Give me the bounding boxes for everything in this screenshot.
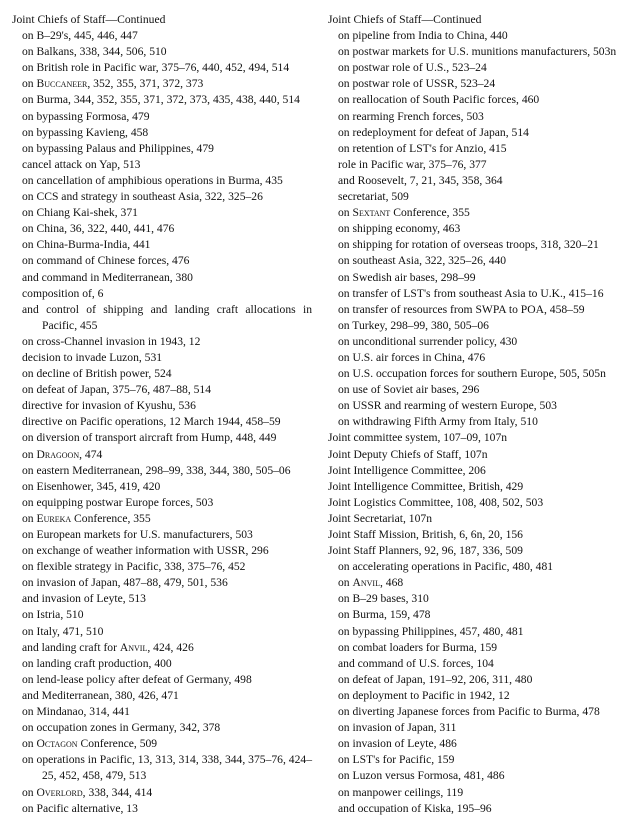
index-subentry: on invasion of Leyte, 486 <box>338 737 457 751</box>
index-subentry: on shipping for rotation of overseas troops, 318, 320–21 <box>338 238 599 252</box>
index-subentry: on bypassing Formosa, 479 <box>22 109 150 123</box>
index-subentry: on transfer of resources from SWPA to POA, 458–59 <box>338 302 585 316</box>
index-heading-entry: Joint Chiefs of Staff—Continued <box>12 13 166 26</box>
index-subentry: on diversion of transport aircraft from Hump, 448, 449 <box>22 431 277 445</box>
index-subentry: on postwar role of USSR, 523–24 <box>338 77 496 91</box>
index-subentry: on accelerating operations in Pacific, 480, 481 <box>338 560 554 574</box>
index-subentry: on eastern Mediterranean, 298–99, 338, 344, 380, 505–06 <box>22 463 291 477</box>
index-subentry: and occupation of Kiska, 195–96 <box>338 801 492 815</box>
index-subentry: on cancellation of amphibious operations in Burma, 435 <box>22 173 283 187</box>
index-subentry: on deployment to Pacific in 1942, 12 <box>338 688 510 702</box>
index-subentry: on Turkey, 298–99, 380, 505–06 <box>338 318 489 332</box>
index-subentry: on diverting Japanese forces from Pacific to Burma, 478 <box>338 705 600 719</box>
index-subentry: on bypassing Kavieng, 458 <box>22 125 149 139</box>
index-heading-entry: Joint Chiefs of Staff—Continued <box>328 13 482 26</box>
index-subentry: on use of Soviet air bases, 296 <box>338 383 480 397</box>
index-subentry: on Italy, 471, 510 <box>22 624 104 638</box>
index-subentry: on CCS and strategy in southeast Asia, 322, 325–26 <box>22 190 263 204</box>
index-subentry: composition of, 6 <box>22 286 104 300</box>
index-subentry: on withdrawing Fifth Army from Italy, 510 <box>338 415 538 429</box>
index-subentry: and command in Mediterranean, 380 <box>22 270 193 284</box>
index-subentry: on cross-Channel invasion in 1943, 12 <box>22 334 201 348</box>
index-subentry: on Burma, 159, 478 <box>338 608 431 622</box>
index-subentry: on landing craft production, 400 <box>22 656 172 670</box>
index-subentry: on retention of LST's for Anzio, 415 <box>338 141 507 155</box>
index-subentry: and invasion of Leyte, 513 <box>22 592 146 606</box>
index-subentry: on Eisenhower, 345, 419, 420 <box>22 479 161 493</box>
index-subentry: on reallocation of South Pacific forces, 460 <box>338 93 540 107</box>
index-subentry: and command of U.S. forces, 104 <box>338 656 494 670</box>
index-heading-entry: Joint Secretariat, 107n <box>328 511 432 525</box>
index-subentry: on bypassing Philippines, 457, 480, 481 <box>338 624 524 638</box>
index-heading-entry: Joint Intelligence Committee, British, 429 <box>328 479 524 493</box>
index-subentry: directive on Pacific operations, 12 March 1944, 458–59 <box>22 415 281 429</box>
index-subentry: decision to invade Luzon, 531 <box>22 350 163 364</box>
index-subentry: on B–29's, 445, 446, 447 <box>22 29 138 43</box>
index-subentry: on flexible strategy in Pacific, 338, 375–76, 452 <box>22 560 246 574</box>
index-subentry: cancel attack on Yap, 513 <box>22 157 141 171</box>
index-subentry: directive for invasion of Kyushu, 536 <box>22 399 196 413</box>
index-subentry: on Sextant Conference, 355 <box>338 206 470 220</box>
index-subentry: on decline of British power, 524 <box>22 367 172 381</box>
index-column-right <box>328 12 628 817</box>
index-subentry: and Roosevelt, 7, 21, 345, 358, 364 <box>338 173 503 187</box>
index-subentry: on redeployment for defeat of Japan, 514 <box>338 125 529 139</box>
index-heading-entry: Joint Staff Planners, 92, 96, 187, 336, 509 <box>328 544 523 558</box>
index-subentry: on invasion of Japan, 487–88, 479, 501, 536 <box>22 576 228 590</box>
index-subentry: and Mediterranean, 380, 426, 471 <box>22 688 179 702</box>
index-subentry: role in Pacific war, 375–76, 377 <box>338 157 487 171</box>
index-subentry: on defeat of Japan, 375–76, 487–88, 514 <box>22 383 212 397</box>
index-subentry: on Buccaneer, 352, 355, 371, 372, 373 <box>22 77 204 91</box>
index-subentry: on defeat of Japan, 191–92, 206, 311, 480 <box>338 672 533 686</box>
index-subentry: on rearming French forces, 503 <box>338 109 484 123</box>
index-subentry: on Dragoon, 474 <box>22 447 103 461</box>
index-subentry: secretariat, 509 <box>338 190 409 204</box>
index-heading-entry: Joint Intelligence Committee, 206 <box>328 463 486 477</box>
index-column-left <box>12 12 312 817</box>
index-subentry: on Burma, 344, 352, 355, 371, 372, 373, 435, 438, 440, 514 <box>22 93 300 107</box>
index-subentry: on British role in Pacific war, 375–76, 440, 452, 494, 514 <box>22 61 290 75</box>
index-subentry: on Overlord, 338, 344, 414 <box>22 785 153 799</box>
index-subentry: on Balkans, 338, 344, 506, 510 <box>22 45 167 59</box>
index-subentry: on occupation zones in Germany, 342, 378 <box>22 721 221 735</box>
index-subentry: on postwar markets for U.S. munitions manufacturers, 503n <box>338 45 617 59</box>
index-heading-entry: Joint Logistics Committee, 108, 408, 502, 503 <box>328 495 544 509</box>
index-subentry: and control of shipping and landing craft allocations in Pacific, 455 <box>22 302 312 332</box>
index-subentry: on command of Chinese forces, 476 <box>22 254 190 268</box>
index-heading-entry: Joint Staff Mission, British, 6, 6n, 20, 156 <box>328 528 523 541</box>
index-subentry: on invasion of Japan, 311 <box>338 721 457 735</box>
index-subentry: and landing craft for Anvil, 424, 426 <box>22 640 194 654</box>
index-heading-entry: Joint Deputy Chiefs of Staff, 107n <box>328 447 488 461</box>
index-subentry: on Eureka Conference, 355 <box>22 511 151 525</box>
index-subentry: on operations in Pacific, 13, 313, 314, 338, 344, 375–76, 424–25, 452, 458, 479, 513 <box>22 753 312 783</box>
index-subentry: on manpower ceilings, 119 <box>338 785 464 799</box>
index-subentry: on exchange of weather information with USSR, 296 <box>22 544 269 558</box>
index-subentry: on China-Burma-India, 441 <box>22 238 151 252</box>
index-subentry: on B–29 bases, 310 <box>338 592 429 606</box>
index-subentry: on Luzon versus Formosa, 481, 486 <box>338 769 505 783</box>
index-subentry: on China, 36, 322, 440, 441, 476 <box>22 222 175 236</box>
index-subentry: on shipping economy, 463 <box>338 222 461 236</box>
index-subentry: on Chiang Kai-shek, 371 <box>22 206 138 220</box>
index-subentry: on USSR and rearming of western Europe, 503 <box>338 399 557 413</box>
index-subentry: on equipping postwar Europe forces, 503 <box>22 495 214 509</box>
index-subentry: on Pacific alternative, 13 <box>22 801 138 815</box>
index-subentry: on Anvil, 468 <box>338 576 404 590</box>
index-subentry: on Octagon Conference, 509 <box>22 737 158 751</box>
index-subentry: on U.S. occupation forces for southern Europe, 505, 505n <box>338 367 606 381</box>
index-subentry: on Swedish air bases, 298–99 <box>338 270 476 284</box>
index-heading-entry: Joint committee system, 107–09, 107n <box>328 431 508 445</box>
index-subentry: on bypassing Palaus and Philippines, 479 <box>22 141 214 155</box>
index-subentry: on Mindanao, 314, 441 <box>22 705 130 719</box>
index-subentry: on European markets for U.S. manufacturers, 503 <box>22 528 253 541</box>
index-subentry: on combat loaders for Burma, 159 <box>338 640 498 654</box>
index-subentry: on transfer of LST's from southeast Asia to U.K., 415–16 <box>338 286 604 300</box>
index-subentry: on U.S. air forces in China, 476 <box>338 350 486 364</box>
index-subentry: on pipeline from India to China, 440 <box>338 29 508 43</box>
index-subentry: on southeast Asia, 322, 325–26, 440 <box>338 254 507 268</box>
index-subentry: on lend-lease policy after defeat of Germany, 498 <box>22 672 252 686</box>
index-subentry: on Istria, 510 <box>22 608 84 622</box>
index-subentry: on postwar role of U.S., 523–24 <box>338 61 487 75</box>
index-subentry: on unconditional surrender policy, 430 <box>338 334 518 348</box>
index-subentry: on LST's for Pacific, 159 <box>338 753 455 767</box>
